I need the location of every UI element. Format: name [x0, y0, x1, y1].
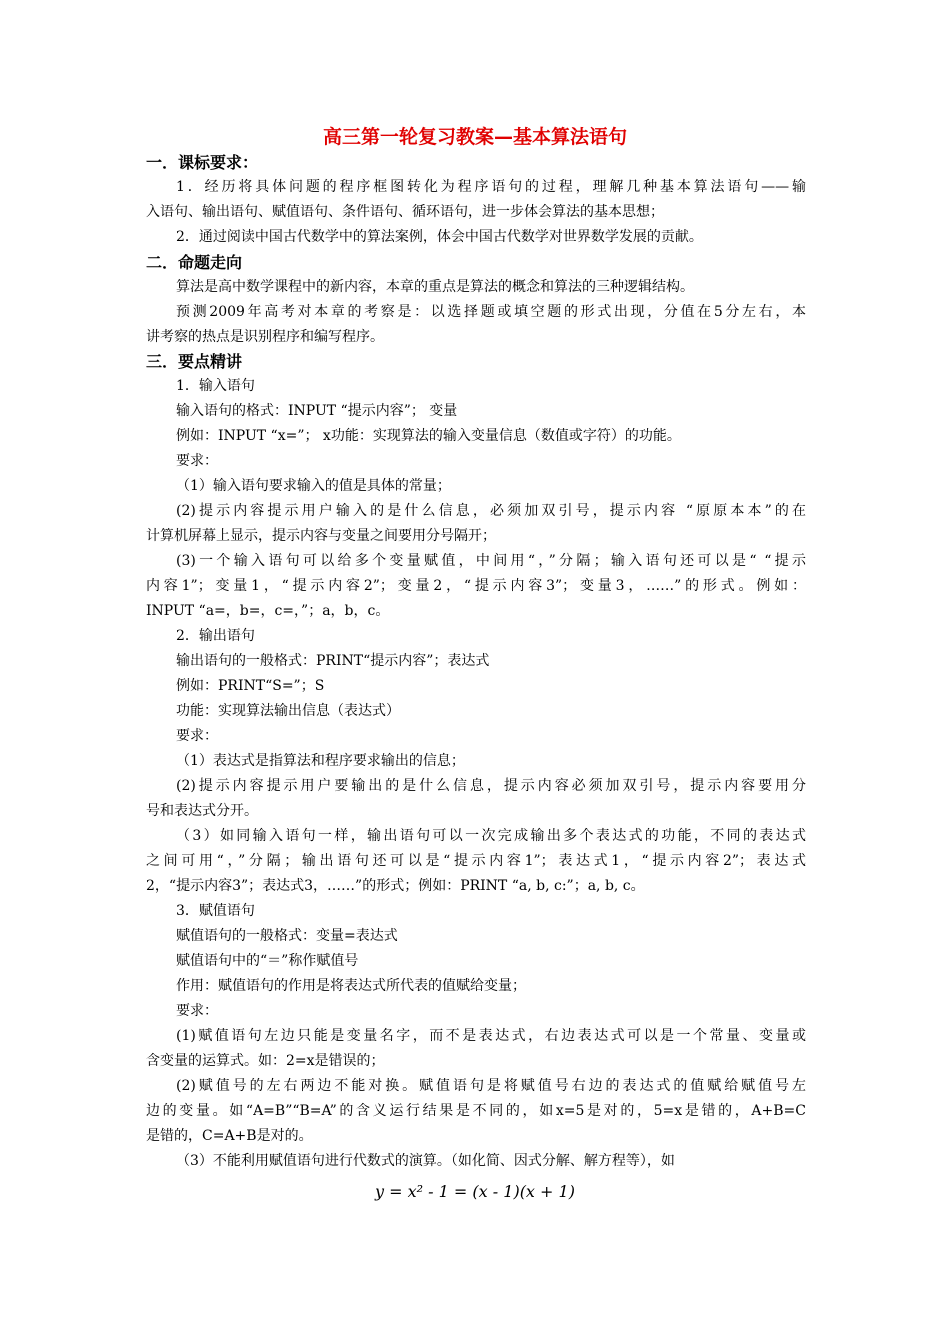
paragraph-line: (3)一个输入语句可以给多个变量赋值，中间用“，”分隔；输入语句还可以是“ “提示 — [176, 553, 806, 569]
paragraph-line: 2，“提示内容3”；表达式3，……”的形式；例如：PRINT “a, b, c:”；a, b, c。 — [146, 878, 645, 894]
paragraph-line: 赋值语句的一般格式：变量=表达式 — [176, 928, 398, 944]
paragraph-line: 是错的，C=A+B是对的。 — [146, 1128, 313, 1144]
paragraph-line: (2)提示内容提示用户输入的是什么信息，必须加双引号，提示内容 “原原本本”的在 — [176, 503, 806, 519]
paragraph-line: 号和表达式分开。 — [146, 803, 258, 819]
paragraph-line: 预测2009年高考对本章的考察是：以选择题或填空题的形式出现，分值在5分左右，本 — [176, 304, 806, 320]
subheading-assignment: 3．赋值语句 — [176, 903, 255, 919]
paragraph-line: 讲考察的热点是识别程序和编写程序。 — [146, 329, 384, 345]
paragraph-line: (1)赋值语句左边只能是变量名字，而不是表达式，右边表达式可以是一个常量、变量或 — [176, 1028, 806, 1044]
paragraph-line: 例如：INPUT “x=”； x功能：实现算法的输入变量信息（数值或字符）的功能。 — [176, 428, 681, 444]
paragraph-line: （1）表达式是指算法和程序要求输出的信息； — [176, 753, 465, 769]
paragraph-line: （1）输入语句要求输入的值是具体的常量； — [176, 478, 451, 494]
paragraph-line: 内容1”；变量1，“提示内容2”；变量2，“提示内容3”；变量3，……”的形式。例如： — [146, 578, 806, 594]
paragraph-line: 边的变量。如“A=B”“B=A”的含义运行结果是不同的，如x=5是对的，5=x是错的，A+B=C — [146, 1103, 806, 1119]
math-formula: y = x² - 1 = (x - 1)(x + 1) — [375, 1182, 575, 1201]
section-heading-trend: 二．命题走向 — [146, 253, 243, 272]
paragraph-line: 1．经历将具体问题的程序框图转化为程序语句的过程，理解几种基本算法语句——输 — [176, 179, 806, 195]
subheading-input: 1．输入语句 — [176, 378, 255, 394]
paragraph-line: （3）如同输入语句一样，输出语句可以一次完成输出多个表达式的功能，不同的表达式 — [176, 828, 806, 844]
section-heading-key-points: 三．要点精讲 — [146, 352, 243, 371]
paragraph-line: 入语句、输出语句、赋值语句、条件语句、循环语句，进一步体会算法的基本思想； — [146, 204, 664, 220]
paragraph-line: 要求： — [176, 728, 218, 744]
paragraph-line: 输出语句的一般格式：PRINT“提示内容”；表达式 — [176, 653, 490, 669]
subheading-output: 2．输出语句 — [176, 628, 255, 644]
paragraph-line: 例如：PRINT“S=”；S — [176, 678, 325, 694]
paragraph-line: 作用：赋值语句的作用是将表达式所代表的值赋给变量； — [176, 978, 526, 994]
paragraph-line: 之间可用“，”分隔；输出语句还可以是“提示内容1”；表达式1，“提示内容2”；表达式 — [146, 853, 806, 869]
paragraph-line: 输入语句的格式：INPUT “提示内容”； 变量 — [176, 403, 458, 419]
paragraph-line: （3）不能利用赋值语句进行代数式的演算。（如化简、因式分解、解方程等），如 — [176, 1153, 675, 1169]
paragraph-line: 要求： — [176, 453, 218, 469]
paragraph-line: 赋值语句中的“＝”称作赋值号 — [176, 953, 359, 969]
paragraph-line: 算法是高中数学课程中的新内容，本章的重点是算法的概念和算法的三种逻辑结构。 — [176, 279, 694, 295]
paragraph-line: (2)提示内容提示用户要输出的是什么信息，提示内容必须加双引号，提示内容要用分 — [176, 778, 806, 794]
paragraph-line: (2)赋值号的左右两边不能对换。赋值语句是将赋值号右边的表达式的值赋给赋值号左 — [176, 1078, 806, 1094]
paragraph-line: 计算机屏幕上显示，提示内容与变量之间要用分号隔开； — [146, 528, 496, 544]
paragraph-line: INPUT “a=，b=，c=，”；a，b，c。 — [146, 603, 390, 619]
paragraph-line: 2．通过阅读中国古代数学中的算法案例，体会中国古代数学对世界数学发展的贡献。 — [176, 229, 703, 245]
page-title: 高三第一轮复习教案—基本算法语句 — [322, 126, 627, 148]
section-heading-curriculum: 一．课标要求： — [146, 153, 259, 172]
paragraph-line: 含变量的运算式。如：2=x是错误的； — [146, 1053, 385, 1069]
paragraph-line: 功能：实现算法输出信息（表达式） — [176, 703, 400, 719]
paragraph-line: 要求： — [176, 1003, 218, 1019]
